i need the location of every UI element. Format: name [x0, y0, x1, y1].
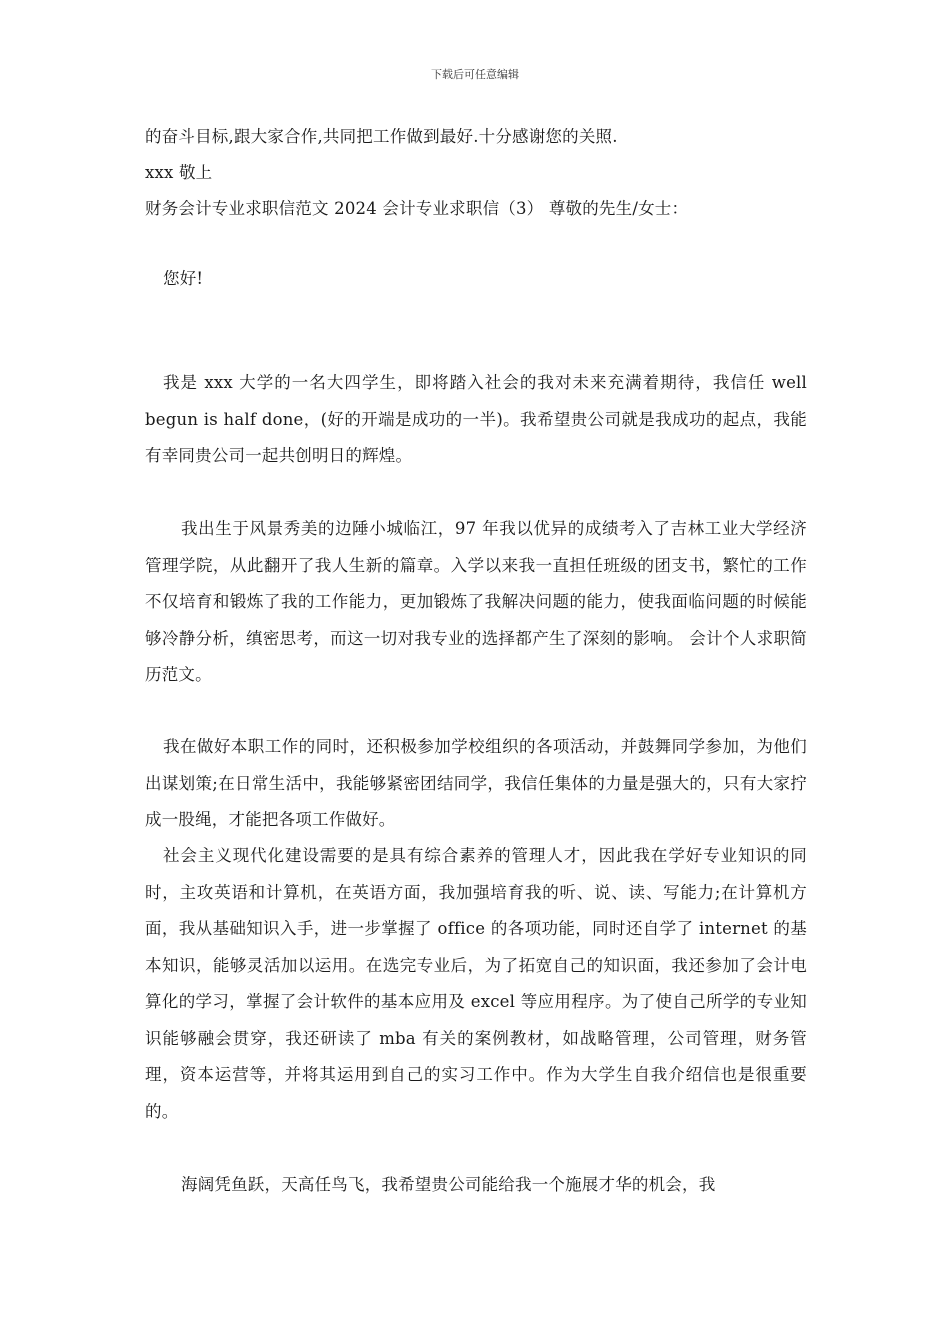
letter-line-signature: [145, 155, 807, 192]
paragraph-text: 社会主义现代化建设需要的是具有综合素养的管理人才，因此我在学好专业知识的同时，主攻英语和计算机，在英语方面，我加强培育我的听、说、读、写能力;在计算机方面，我从基础知识入手，进一步掌握了 office 的各项功能，同时还自学了 internet 的基本知识，能够灵活加以运用。在选完专业后，为了拓宽自己的知识面，我还参加了会计电算化的学习，掌握了会计软件的基本应用及 excel 等应用程序。为了使自己所学的专业知识能够融会贯穿，我还研读了 mba 有关的案例教材，如战略管理，公司管理，财务管理，资本运营等，并将其运用到自己的实习工作中。作为大学生自我介绍信也是很重要的。: [145, 846, 807, 1121]
paragraph-text: 我是 xxx 大学的一名大四学生，即将踏入社会的我对未来充满着期待，我信任 well begun is half done，(好的开端是成功的一半)。我希望贵公司就是我成功的起点，我能有幸同贵公司一起共创明日的辉煌。: [145, 373, 807, 465]
letter-greeting: [163, 261, 825, 298]
greeting-text: 您好!: [163, 269, 204, 288]
letter-line-title: [145, 191, 807, 228]
letter-paragraph-1: [145, 365, 807, 475]
signature-line: xxx 敬上: [145, 163, 213, 182]
letter-paragraph-2: [145, 511, 807, 694]
letter-paragraph-3: [145, 729, 807, 839]
paragraph-text: 海阔凭鱼跃，天高任鸟飞，我希望贵公司能给我一个施展才华的机会，我: [181, 1175, 716, 1194]
page-header-note: 下载后可任意编辑: [431, 68, 519, 81]
letter-paragraph-4: [145, 838, 807, 1130]
closing-sentence: 的奋斗目标,跟大家合作,共同把工作做到最好.十分感谢您的关照.: [145, 127, 618, 146]
letter-line-closing: [145, 119, 807, 156]
paragraph-text: 我出生于风景秀美的边陲小城临江，97 年我以优异的成绩考入了吉林工业大学经济管理学院，从此翻开了我人生新的篇章。入学以来我一直担任班级的团支书，繁忙的工作不仅培育和锻炼了我的工作能力，更加锻炼了我解决问题的能力，使我面临问题的时候能够冷静分析，缜密思考，而这一切对我专业的选择都产生了深刻的影响。 会计个人求职简历范文。: [145, 519, 807, 684]
letter-paragraph-5: [145, 1167, 807, 1204]
paragraph-text: 我在做好本职工作的同时，还积极参加学校组织的各项活动，并鼓舞同学参加，为他们出谋划策;在日常生活中，我能够紧密团结同学，我信任集体的力量是强大的，只有大家拧成一股绳，才能把各项工作做好。: [145, 737, 807, 829]
document-title-line: 财务会计专业求职信范文 2024 会计专业求职信（3） 尊敬的先生/女士：: [145, 199, 689, 218]
